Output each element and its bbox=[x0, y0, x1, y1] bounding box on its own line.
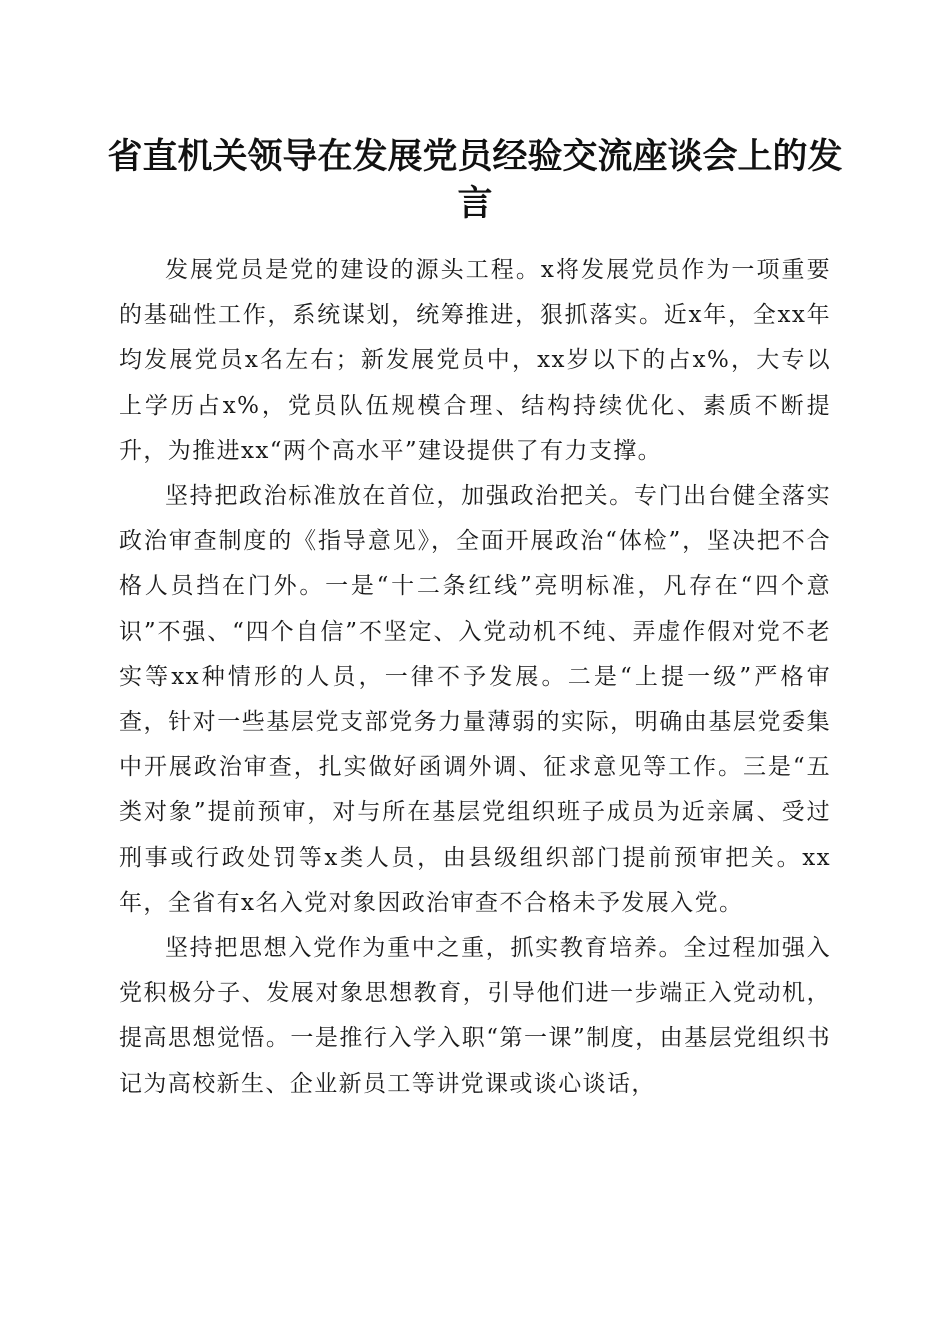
paragraph-intro: 发展党员是党的建设的源头工程。x将发展党员作为一项重要的基础性工作，系统谋划，统筹推进，狠抓落实。近x年，全xx年均发展党员x名左右；新发展党员中，xx岁以下的占x%，大专以上学历占x%，党员队伍规模合理、结构持续优化、素质不断提升，为推进xx“两个高水平”建设提供了有力支撑。 bbox=[119, 257, 831, 464]
document-title: 省直机关领导在发展党员经验交流座谈会上的发言 bbox=[107, 136, 843, 224]
paragraph-ideological-education: 坚持把思想入党作为重中之重，抓实教育培养。全过程加强入党积极分子、发展对象思想教育，引导他们进一步端正入党动机，提高思想觉悟。一是推行入学入职“第一课”制度，由基层党组织书记为高校新生、企业新员工等讲党课或谈心谈话， bbox=[119, 935, 831, 1097]
document-body bbox=[119, 248, 831, 1107]
paragraph-political-review: 坚持把政治标准放在首位，加强政治把关。专门出台健全落实政治审查制度的《指导意见》，全面开展政治“体检”，坚决把不合格人员挡在门外。一是“十二条红线”亮明标准，凡存在“四个意识”不强、“四个自信”不坚定、入党动机不纯、弄虚作假对党不老实等xx种情形的人员，一律不予发展。二是“上提一级”严格审查，针对一些基层党支部党务力量薄弱的实际，明确由基层党委集中开展政治审查，扎实做好函调外调、征求意见等工作。三是“五类对象”提前预审，对与所在基层党组织班子成员为近亲属、受过刑事或行政处罚等x类人员，由县级组织部门提前预审把关。xx年，全省有x名入党对象因政治审查不合格未予发展入党。 bbox=[119, 483, 831, 916]
